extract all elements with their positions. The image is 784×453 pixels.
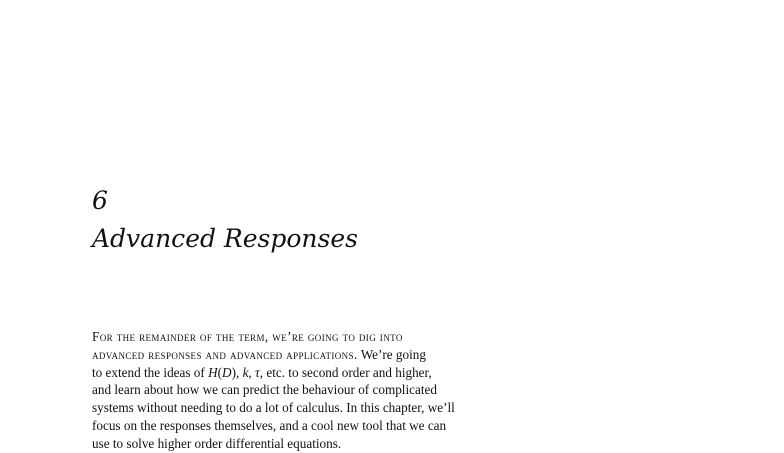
math-paren-open: ( bbox=[217, 364, 223, 380]
intro-line-3 bbox=[92, 364, 492, 382]
chapter-number: 6 bbox=[92, 186, 108, 215]
chapter-title: Advanced Responses bbox=[92, 224, 358, 253]
intro-line-2 bbox=[92, 346, 492, 364]
intro-smallcaps-1: For the remainder of the term, we’re going to dig into bbox=[92, 329, 403, 344]
intro-line-2-rest: We’re going bbox=[357, 346, 426, 362]
intro-smallcaps-2: advanced responses and advanced applications. bbox=[92, 346, 358, 362]
comma-1: , bbox=[235, 364, 243, 380]
math-k: k bbox=[242, 364, 249, 380]
intro-line-6: focus on the responses themselves, and a cool new tool that we can bbox=[92, 417, 447, 433]
intro-line-3-end: , etc. to second order and higher, bbox=[259, 364, 432, 380]
intro-paragraph bbox=[92, 328, 492, 453]
math-h: H bbox=[208, 364, 218, 380]
intro-line-5: systems without needing to do a lot of calculus. In this chapter, we’ll bbox=[92, 400, 455, 416]
intro-line-4: and learn about how we can predict the behaviour of complicated bbox=[92, 382, 437, 398]
math-d: D bbox=[222, 364, 232, 380]
intro-line-7: use to solve higher order differential equations. bbox=[92, 435, 342, 451]
intro-line-3-start: to extend the ideas of bbox=[92, 364, 209, 380]
math-tau: τ bbox=[255, 364, 260, 380]
comma-2: , bbox=[248, 364, 256, 380]
math-paren-close: ) bbox=[231, 364, 236, 380]
intro-line-1 bbox=[92, 328, 492, 346]
